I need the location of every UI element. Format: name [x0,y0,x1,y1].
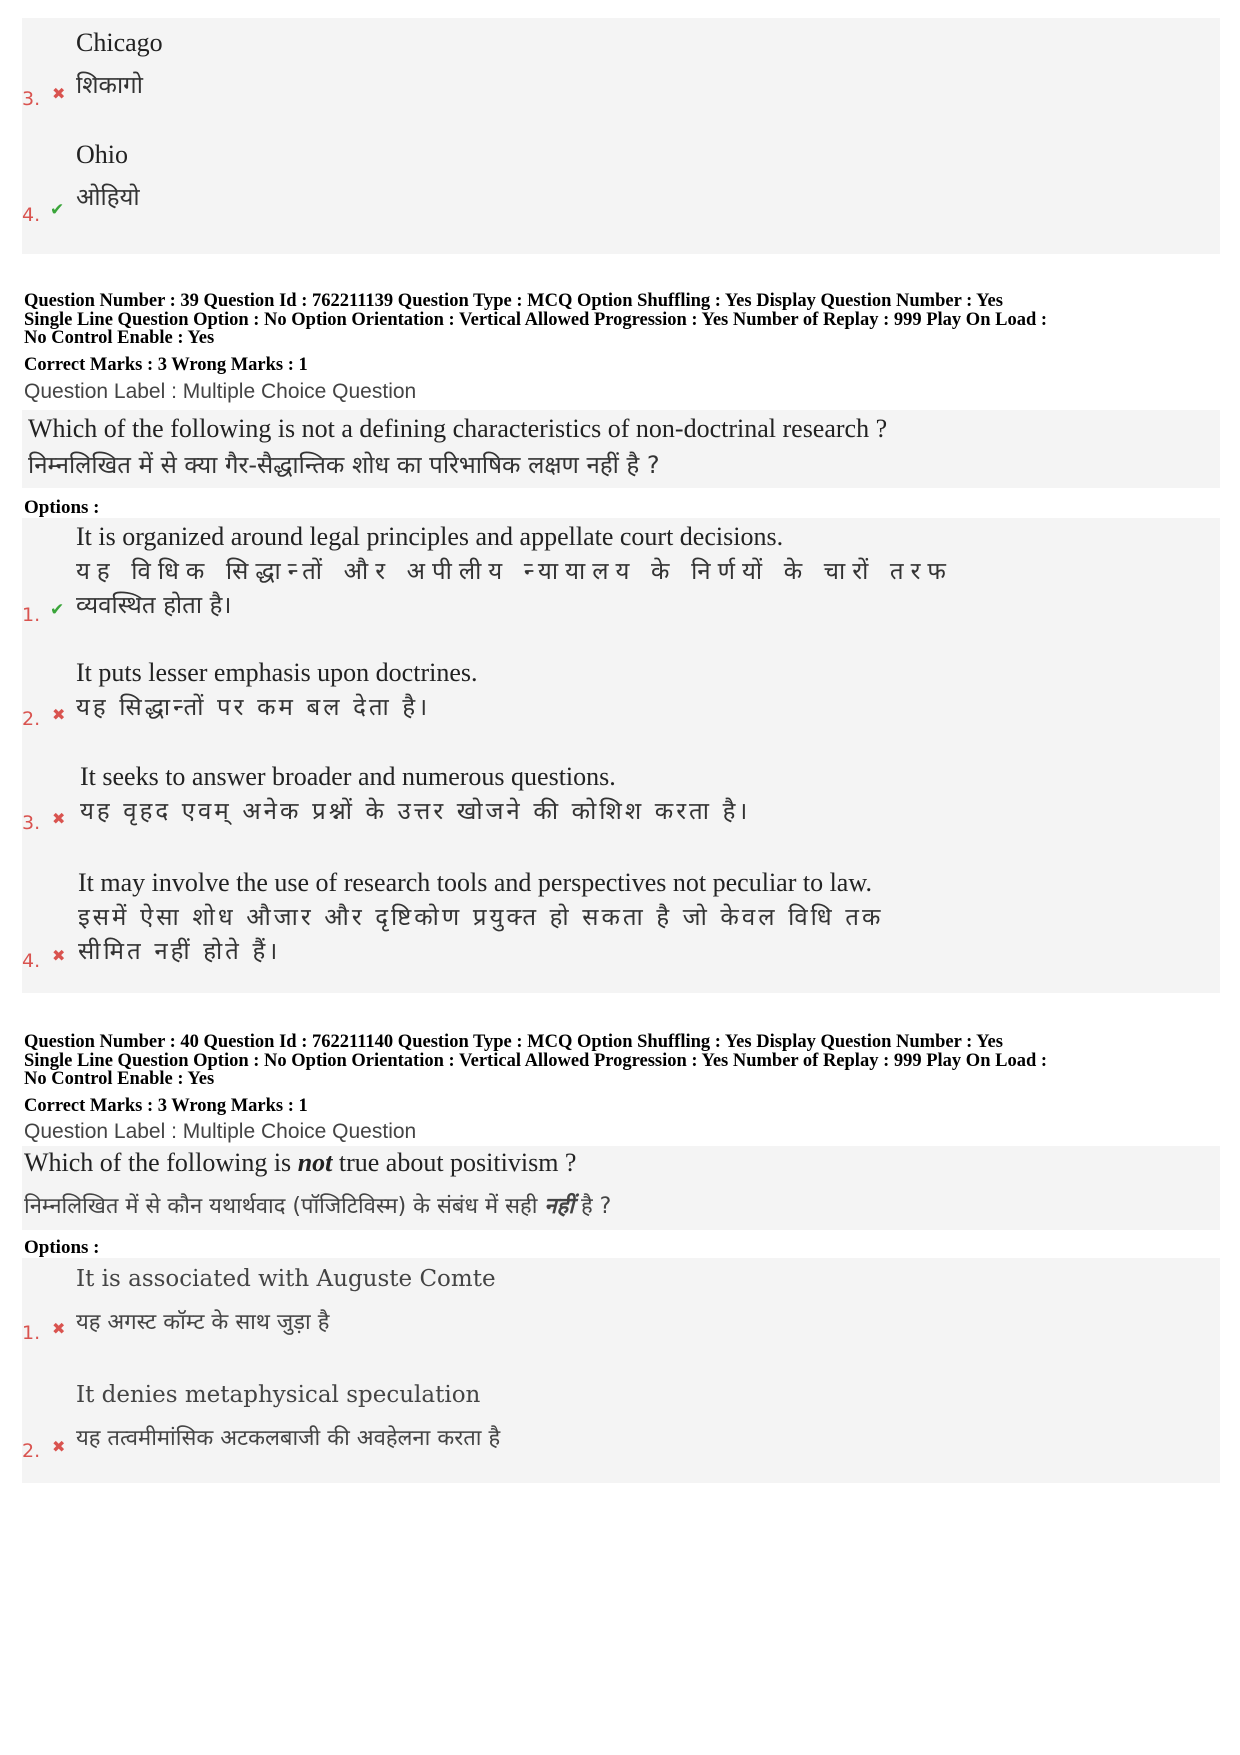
q39-meta-line-1: Question Number : 39 Question Id : 762211139 Question Type : MCQ Option Shuffling : Yes Display Question Number : Yes [24,291,1003,311]
q39-option-1-hindi-line1: यह विधिक सिद्धान्तों और अपीलीय न्यायालय के निर्णयों के चारों तरफ [76,557,953,585]
q40-question-label: Question Label : Multiple Choice Question [24,1120,417,1143]
q40-question-english-pre: Which of the following is [24,1148,298,1177]
check-icon: ✔ [50,200,65,220]
q40-question-hindi [24,1190,611,1220]
q39-option-3-hindi: यह वृहद एवम् अनेक प्रश्नों के उत्तर खोजने की कोशिश करता है। [80,797,751,825]
q40-question-english-emphasis: not [297,1148,333,1177]
q39-option-4-hindi-line1: इसमें ऐसा शोध औजार और दृष्टिकोण प्रयुक्त हो सकता है जो केवल विधि तक [78,903,884,931]
q40-option-2[interactable] [22,1376,1220,1466]
cross-icon: ✖ [52,705,66,724]
q40-option-1-number: 1. [22,1322,41,1344]
q40-question-hindi-pre: निम्नलिखित में से कौन यथार्थवाद (पॉजिटिविस्म) के संबंध में सही [24,1194,545,1219]
q40-question-english-post: true about positivism ? [332,1148,577,1177]
q39-option-4[interactable] [22,864,1220,974]
option-3-english: Chicago [76,28,163,57]
q39-option-2-number: 2. [22,708,41,730]
q40-option-2-hindi: यह तत्वमीमांसिक अटकलबाजी की अवहेलना करता है [76,1426,501,1451]
q40-marks: Correct Marks : 3 Wrong Marks : 1 [24,1096,308,1116]
q40-options-label: Options : [24,1237,100,1258]
cross-icon: ✖ [52,809,66,828]
option-4-hindi: ओहियो [76,183,140,211]
q39-meta-line-2: Single Line Question Option : No Option Orientation : Vertical Allowed Progression : Yes Number of Replay : 999 Play On Load : [24,310,1048,330]
cross-icon: ✖ [52,84,66,103]
q39-question-hindi: निम्नलिखित में से क्या गैर-सैद्धान्तिक शोध का परिभाषिक लक्षण नहीं है ? [28,451,660,479]
option-3-hindi: शिकागो [76,71,143,99]
option-4-number: 4. [22,204,41,226]
q39-option-4-hindi-line2: सीमित नहीं होते हैं। [78,937,281,965]
q39-question-english: Which of the following is not a defining characteristics of non-doctrinal research ? [28,414,888,443]
q39-option-2[interactable] [22,656,1220,736]
q40-meta-line-3: No Control Enable : Yes [24,1069,215,1089]
q39-question-label: Question Label : Multiple Choice Question [24,380,417,403]
option-4-english: Ohio [76,140,128,169]
q39-option-1-hindi-line2: व्यवस्थित होता है। [76,591,232,619]
q39-options-panel [22,518,1220,993]
q40-question-panel [22,1146,1220,1230]
q40-option-1-hindi: यह अगस्ट कॉम्ट के साथ जुड़ा है [76,1310,330,1335]
q39-option-4-english: It may involve the use of research tools and perspectives not peculiar to law. [78,868,872,897]
q40-question-english [24,1148,576,1178]
q39-meta-line-3: No Control Enable : Yes [24,328,215,348]
check-icon: ✔ [50,600,65,620]
q39-question-panel [22,410,1220,488]
q40-option-2-english: It denies metaphysical speculation [76,1382,481,1408]
q40-option-1-english: It is associated with Auguste Comte [76,1266,496,1292]
q39-option-3-number: 3. [22,812,41,834]
cross-icon: ✖ [52,1437,66,1456]
q39-options-label: Options : [24,497,100,518]
q40-option-1[interactable] [22,1258,1220,1348]
q39-option-3[interactable] [22,760,1220,840]
q40-meta-line-2: Single Line Question Option : No Option Orientation : Vertical Allowed Progression : Yes Number of Replay : 999 Play On Load : [24,1051,1048,1071]
q40-question-hindi-post: है ? [574,1194,612,1219]
cross-icon: ✖ [52,946,66,965]
option-3-number: 3. [22,88,41,110]
q39-option-1[interactable] [22,518,1220,628]
q40-question-hindi-emphasis: नहीं [544,1194,575,1219]
q39-option-2-hindi: यह सिद्धान्तों पर कम बल देता है। [76,693,431,721]
q39-option-4-number: 4. [22,950,41,972]
q40-option-2-number: 2. [22,1440,41,1462]
q39-option-1-english: It is organized around legal principles and appellate court decisions. [76,522,784,551]
q40-meta-line-1: Question Number : 40 Question Id : 762211140 Question Type : MCQ Option Shuffling : Yes Display Question Number : Yes [24,1032,1003,1052]
q39-marks: Correct Marks : 3 Wrong Marks : 1 [24,355,308,375]
q39-option-1-number: 1. [22,604,41,626]
prev-question-options-panel [22,18,1220,254]
q40-options-panel [22,1258,1220,1483]
q39-option-2-english: It puts lesser emphasis upon doctrines. [76,658,478,687]
cross-icon: ✖ [52,1319,66,1338]
q39-option-3-english: It seeks to answer broader and numerous questions. [80,762,616,791]
